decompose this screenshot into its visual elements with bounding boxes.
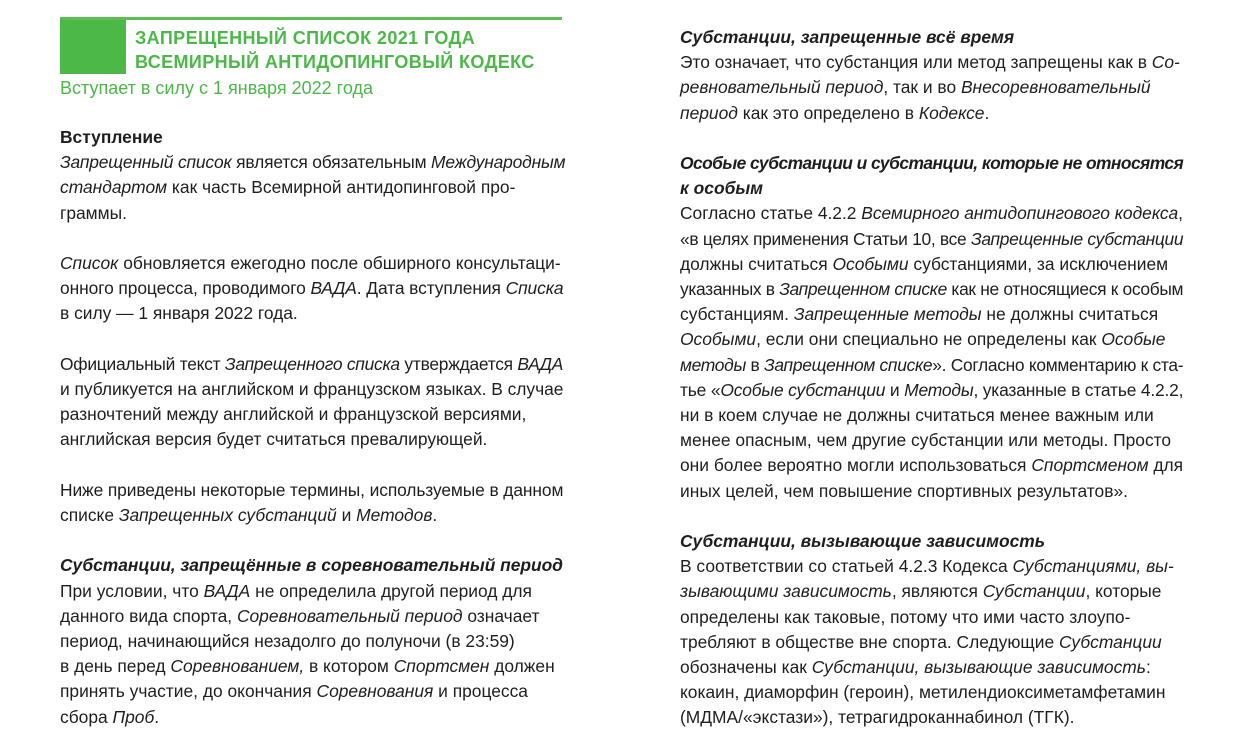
intro-paragraph-4: [60, 478, 563, 528]
text-line: сбора Проб.: [60, 706, 160, 727]
text-line: принять участие, до окончания Соревнования и процесса: [60, 681, 528, 702]
text-line: иных целей, чем повышение спортивных результатов».: [680, 480, 1128, 501]
text-line: требляют в обществе вне спорта. Следующие Субстанции: [680, 631, 1162, 652]
text-line: в день перед Соревнованием, в котором Спортсмен должен: [60, 656, 555, 677]
intro-paragraph-1: [60, 150, 566, 226]
text-line: (МДМА/«экстази»), тетрагидроканнабинол (ТГК).: [680, 707, 1075, 728]
text-line: списке Запрещенных субстанций и Методов.: [60, 505, 438, 525]
text-line: онного процесса, проводимого ВАДА. Дата вступления Списка: [60, 278, 564, 299]
left-column: [60, 125, 566, 730]
at-all-times-section: [680, 25, 1183, 126]
text-line: данного вида спорта, Соревновательный период означает: [60, 605, 540, 626]
text-line: должны считаться Особыми субстанциями, за исключением: [680, 253, 1169, 274]
at-all-times-heading: Субстанции, запрещенные всё время: [680, 27, 1015, 47]
text-line: В соответствии со статьей 4.2.3 Кодекса Субстанциями, вы-: [680, 556, 1174, 577]
in-competition-heading: Субстанции, запрещённые в соревновательный период: [60, 555, 563, 576]
text-line: Список обновляется ежегодно после обширного консультаци-: [60, 253, 561, 273]
document-header: [60, 17, 562, 76]
intro-heading: Вступление: [60, 127, 163, 147]
text-line: определены как таковые, потому что ими часто злоупо-: [680, 606, 1131, 627]
header-accent-block: [60, 20, 126, 74]
abuse-heading: Субстанции, вызывающие зависимость: [680, 531, 1046, 552]
text-line: обозначены как Субстанции, вызывающие зависимость:: [680, 657, 1151, 678]
text-line: стандартом как часть Всемирной антидопинговой про-: [60, 177, 516, 198]
text-line: Официальный текст Запрещенного списка утверждается ВАДА: [60, 353, 564, 374]
specified-section: [680, 151, 1183, 504]
text-line: зывающими зависимость, являются Субстанции, которые: [680, 581, 1162, 602]
text-line: тье «Особые субстанции и Методы, указанные в статье 4.2.2,: [680, 379, 1184, 400]
text-line: субстанциям. Запрещенные методы не должны считаться: [680, 304, 1159, 325]
text-line: Согласно статье 4.2.2 Всемирного антидопингового кодекса,: [680, 203, 1183, 224]
text-line: ревновательный период, так и во Внесоревновательный: [680, 77, 1151, 98]
intro-paragraph-2: [60, 251, 563, 327]
text-line: Особыми, если они специально не определены как Особые: [680, 329, 1166, 350]
abuse-section: [680, 529, 1183, 731]
text-line: Запрещенный список является обязательным Международным: [60, 152, 566, 173]
text-line: методы в Запрещенном списке». Согласно комментарию к ста-: [680, 354, 1184, 375]
text-line: менее опасным, чем другие субстанции или методы. Просто: [680, 430, 1172, 451]
header-title-line2: ВСЕМИРНЫЙ АНТИДОПИНГОВЫЙ КОДЕКС: [135, 52, 535, 72]
specified-heading-line1: Особые субстанции и субстанции, которые не относятся: [680, 153, 1184, 173]
text-line: «в целях применения Статьи 10, все Запрещенные субстанции: [680, 228, 1184, 249]
text-line: разночтений между английской и французской версиями,: [60, 404, 527, 425]
in-competition-section: [60, 553, 563, 729]
header-title: [135, 26, 535, 74]
text-line: Ниже приведены некоторые термины, используемые в данном: [60, 479, 564, 500]
text-line: и публикуется на английском и французском языках. В случае: [60, 379, 564, 399]
text-line: период как это определено в Кодексе.: [680, 102, 990, 123]
right-column: [680, 25, 1183, 731]
text-line: кокаин, диаморфин (героин), метилендиоксиметамфетамин: [680, 682, 1166, 703]
text-line: английская версия будет считаться превалирующей.: [60, 429, 488, 450]
text-line: они более вероятно могли использоваться Спортсменом для: [680, 455, 1184, 476]
text-line: период, начинающийся незадолго до полуночи (в 23:59): [60, 631, 515, 651]
intro-paragraph-3: [60, 352, 563, 453]
text-line: Это означает, что субстанция или метод запрещены как в Со-: [680, 52, 1180, 73]
effective-date: Вступает в силу с 1 января 2022 года: [60, 78, 373, 98]
text-line: в силу — 1 января 2022 года.: [60, 303, 298, 324]
text-line: При условии, что ВАДА не определила другой период для: [60, 580, 532, 601]
specified-heading-line2: к особым: [680, 178, 764, 199]
text-line: ни в коем случае не должны считаться менее важным или: [680, 405, 1154, 426]
header-title-line1: ЗАПРЕЩЕННЫЙ СПИСОК 2021 ГОДА: [135, 28, 476, 48]
text-line: граммы.: [60, 202, 127, 223]
text-line: указанных в Запрещенном списке как не относящиеся к особым: [680, 279, 1184, 300]
